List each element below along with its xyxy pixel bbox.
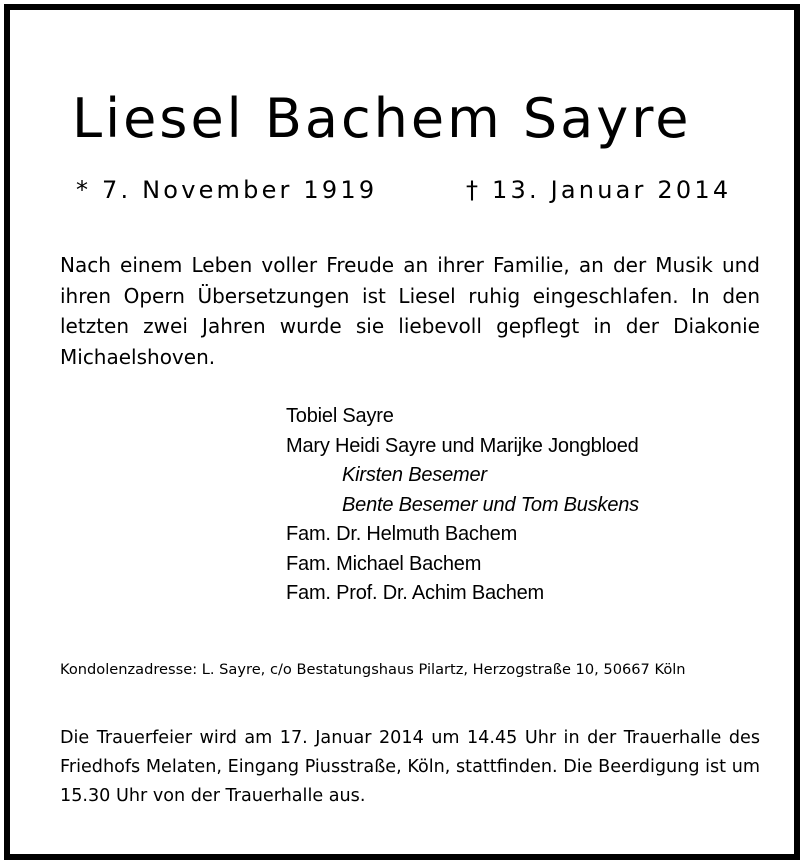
obituary-frame <box>4 4 800 860</box>
mourners-list <box>286 402 746 609</box>
mourner-line: Fam. Michael Bachem <box>286 552 482 575</box>
mourner-line: Kirsten Besemer <box>342 464 487 486</box>
deceased-name: Liesel Bachem Sayre <box>72 87 692 150</box>
obituary-text: Nach einem Leben voller Freude an ihrer Familie, an der Musik und ihren Opern Übersetzungen ist Liesel ruhig eingeschlafen. In den letzten zwei Jahren wurde sie liebevoll gepflegt in der Diakonie Michaelshoven. <box>60 253 760 369</box>
condolence-address: Kondolenzadresse: L. Sayre, c/o Bestatungshaus Pilartz, Herzogstraße 10, 50667 Köln <box>60 661 686 678</box>
birth-date: * 7. November 1919 <box>76 176 378 204</box>
mourner-line: Mary Heidi Sayre und Marijke Jongbloed <box>286 434 639 457</box>
mourner-line: Fam. Dr. Helmuth Bachem <box>286 523 518 545</box>
mourner-line: Tobiel Sayre <box>286 405 394 427</box>
mourner-line: Bente Besemer und Tom Buskens <box>342 493 639 516</box>
death-date: † 13. Januar 2014 <box>466 176 732 204</box>
funeral-service-info: Die Trauerfeier wird am 17. Januar 2014 um 14.45 Uhr in der Trauerhalle des Friedhofs Melaten, Eingang Piusstraße, Köln, stattfinden. Die Beerdigung ist um 15.30 Uhr von der Trauerhalle aus. <box>60 728 760 807</box>
mourner-line: Fam. Prof. Dr. Achim Bachem <box>286 582 545 604</box>
